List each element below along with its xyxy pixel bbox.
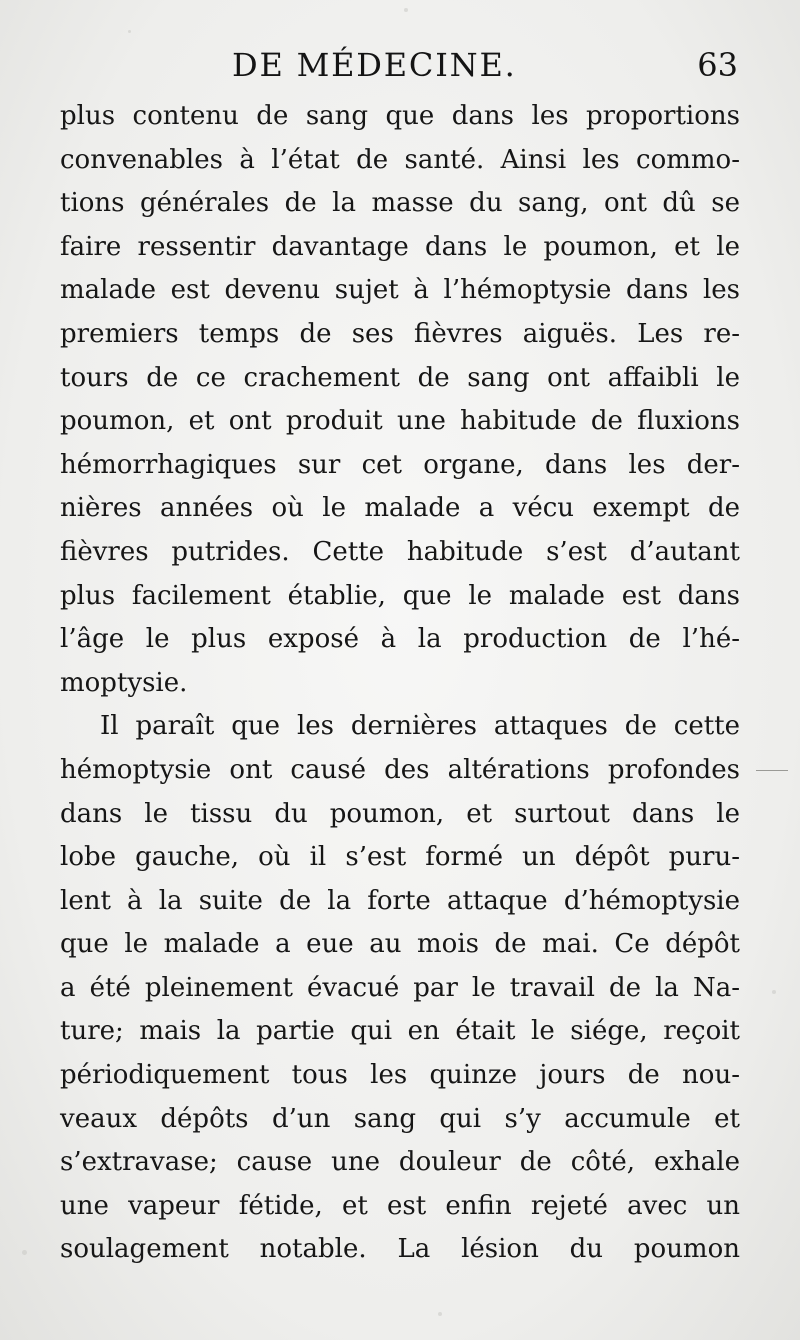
text-line: hémorrhagiques sur cet organe, dans les der-: [60, 449, 740, 480]
text-line: plus facilement établie, que le malade est dans: [60, 580, 740, 611]
margin-mark: [756, 770, 788, 771]
text-line: l’âge le plus exposé à la production de l’hé-: [60, 624, 740, 655]
text-line: que le malade a eue au mois de mai. Ce dépôt: [60, 929, 740, 960]
text-line: malade est devenu sujet à l’hémoptysie dans les: [60, 275, 740, 306]
text-line: lobe gauche, où il s’est formé un dépôt puru-: [60, 842, 740, 873]
running-title: DE MÉDECINE.: [232, 46, 517, 84]
paper-speck: [772, 990, 776, 994]
text-line: ture; mais la partie qui en était le siége, reçoit: [60, 1016, 740, 1047]
text-line: faire ressentir davantage dans le poumon, et le: [60, 231, 740, 262]
text-line: convenables à l’état de santé. Ainsi les commo-: [60, 144, 740, 175]
text-line: veaux dépôts d’un sang qui s’y accumule et: [60, 1103, 740, 1134]
text-line: périodiquement tous les quinze jours de nou-: [60, 1060, 740, 1091]
text-line: lent à la suite de la forte attaque d’hémoptysie: [60, 885, 740, 916]
paper-speck: [404, 8, 408, 12]
text-line: a été pleinement évacué par le travail de la Na-: [60, 972, 740, 1003]
text-line: nières années où le malade a vécu exempt de: [60, 493, 740, 524]
text-line: hémoptysie ont causé des altérations profondes: [60, 754, 740, 785]
text-line: dans le tissu du poumon, et surtout dans le: [60, 798, 740, 829]
page-number: 63: [697, 46, 738, 84]
text-line: Il paraît que les dernières attaques de cette: [100, 711, 740, 742]
paragraph-1: [60, 95, 740, 705]
text-line: premiers temps de ses fièvres aiguës. Les re-: [60, 318, 740, 349]
text-line: s’extravase; cause une douleur de côté, exhale: [60, 1147, 740, 1178]
text-line: une vapeur fétide, et est enfin rejeté avec un: [60, 1190, 740, 1221]
paper-speck: [128, 30, 131, 33]
text-line: tours de ce crachement de sang ont affaibli le: [60, 362, 740, 393]
paper-speck: [22, 1250, 27, 1255]
text-line: tions générales de la masse du sang, ont dû se: [60, 188, 740, 219]
paragraph-2: [60, 705, 740, 1272]
text-line: soulagement notable. La lésion du poumon: [60, 1234, 740, 1265]
page-header: [232, 46, 738, 86]
text-line: poumon, et ont produit une habitude de fluxions: [60, 406, 740, 437]
text-line: fièvres putrides. Cette habitude s’est d’autant: [60, 536, 740, 567]
paper-speck: [438, 1312, 442, 1316]
body-text: [60, 95, 740, 1272]
text-line: plus contenu de sang que dans les proportions: [60, 101, 740, 131]
text-line: moptysie.: [60, 667, 188, 698]
